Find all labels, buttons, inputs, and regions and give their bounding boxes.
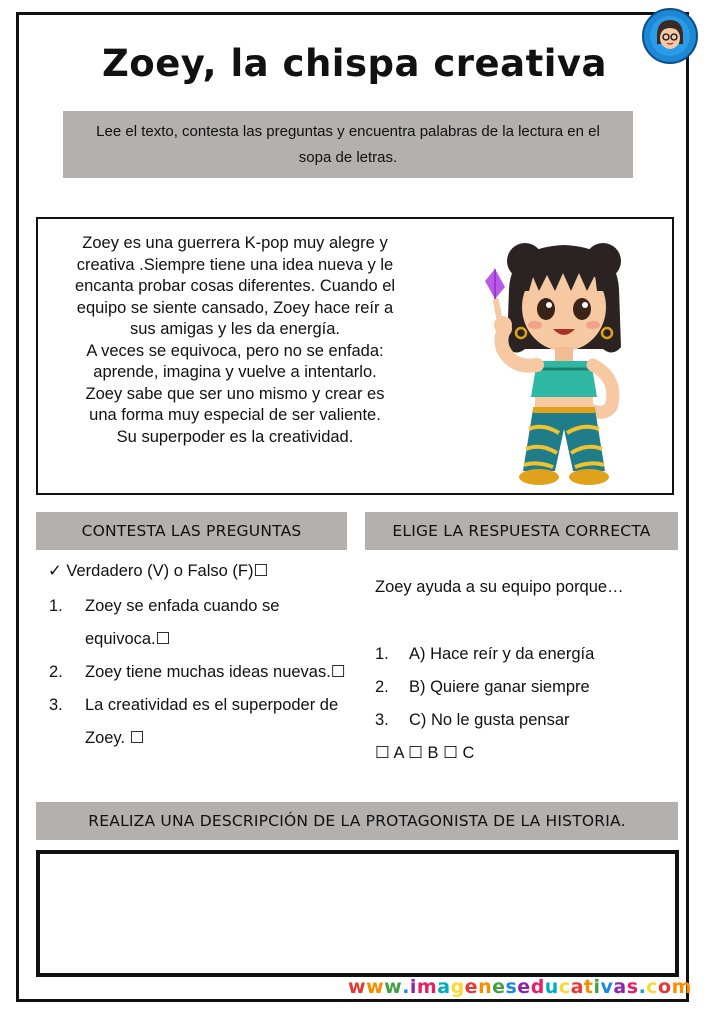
option-number: 2. (375, 678, 389, 696)
multiple-choice-section (375, 574, 675, 770)
story-line: Su superpoder es la creatividad. (116, 427, 354, 446)
story-line: A veces se equivoca, pero no se enfada: (86, 341, 384, 360)
description-answer-box[interactable] (36, 850, 679, 977)
description-header-label: REALIZA UNA DESCRIPCIÓN DE LA PROTAGONISTA DE LA HISTORIA. (88, 812, 626, 830)
story-line: sus amigas y les da energía. (129, 320, 341, 338)
instructions-banner (63, 111, 633, 178)
option-text: B) Quiere ganar siempre (409, 678, 590, 696)
description-header (36, 802, 678, 840)
question-item (40, 656, 350, 689)
option-number: 1. (375, 645, 389, 663)
page-title: Zoey, la chispa creativa (101, 42, 608, 85)
choice-option (375, 638, 675, 671)
question-number: 2. (49, 663, 63, 681)
question-item (40, 689, 350, 755)
website-url: www.imageneseducativas.com (348, 976, 692, 998)
story-line: Zoey es una guerrera K-pop muy alegre y (82, 234, 388, 252)
choice-question: Zoey ayuda a su equipo porque… (375, 578, 624, 596)
true-false-label: ✓ Verdadero (V) o Falso (F)☐ (48, 562, 269, 580)
story-line: aprende, imagina y vuelve a intentarlo. (93, 363, 377, 381)
elige-header (365, 512, 678, 550)
question-text: Zoey tiene muchas ideas nuevas.☐ (85, 663, 346, 681)
question-text: Zoey se enfada cuando se equivoca.☐ (85, 597, 280, 648)
elige-header-label: ELIGE LA RESPUESTA CORRECTA (392, 522, 651, 540)
true-false-section (40, 558, 350, 755)
zoey-character-illustration (463, 229, 663, 491)
story-line: equipo se siente cansado, Zoey hace reír a (76, 298, 394, 317)
option-text: A) Hace reír y da energía (409, 645, 595, 663)
option-number: 3. (375, 711, 389, 729)
story-line: una forma muy especial de ser valiente. (89, 406, 381, 424)
story-box (36, 217, 674, 495)
contesta-header-label: CONTESTA LAS PREGUNTAS (81, 522, 302, 540)
option-text: C) No le gusta pensar (409, 711, 570, 729)
story-line: Zoey sabe que ser uno mismo y crear es (85, 384, 385, 403)
question-text: La creatividad es el superpoder de Zoey. ☐ (85, 696, 339, 747)
choice-option (375, 704, 675, 737)
story-line: encanta probar cosas diferentes. Cuando el (74, 277, 396, 295)
question-number: 3. (49, 696, 63, 714)
answer-checkboxes[interactable]: ☐ A ☐ B ☐ C (375, 744, 475, 762)
story-text (52, 233, 418, 448)
story-line: creativa .Siempre tiene una idea nueva y le (76, 255, 394, 274)
choice-option (375, 671, 675, 704)
question-item (40, 590, 350, 656)
instructions-text: Lee el texto, contesta las preguntas y encuentra palabras de la lectura en el sopa de letras. (96, 122, 600, 166)
question-number: 1. (49, 597, 63, 615)
contesta-header (36, 512, 347, 550)
